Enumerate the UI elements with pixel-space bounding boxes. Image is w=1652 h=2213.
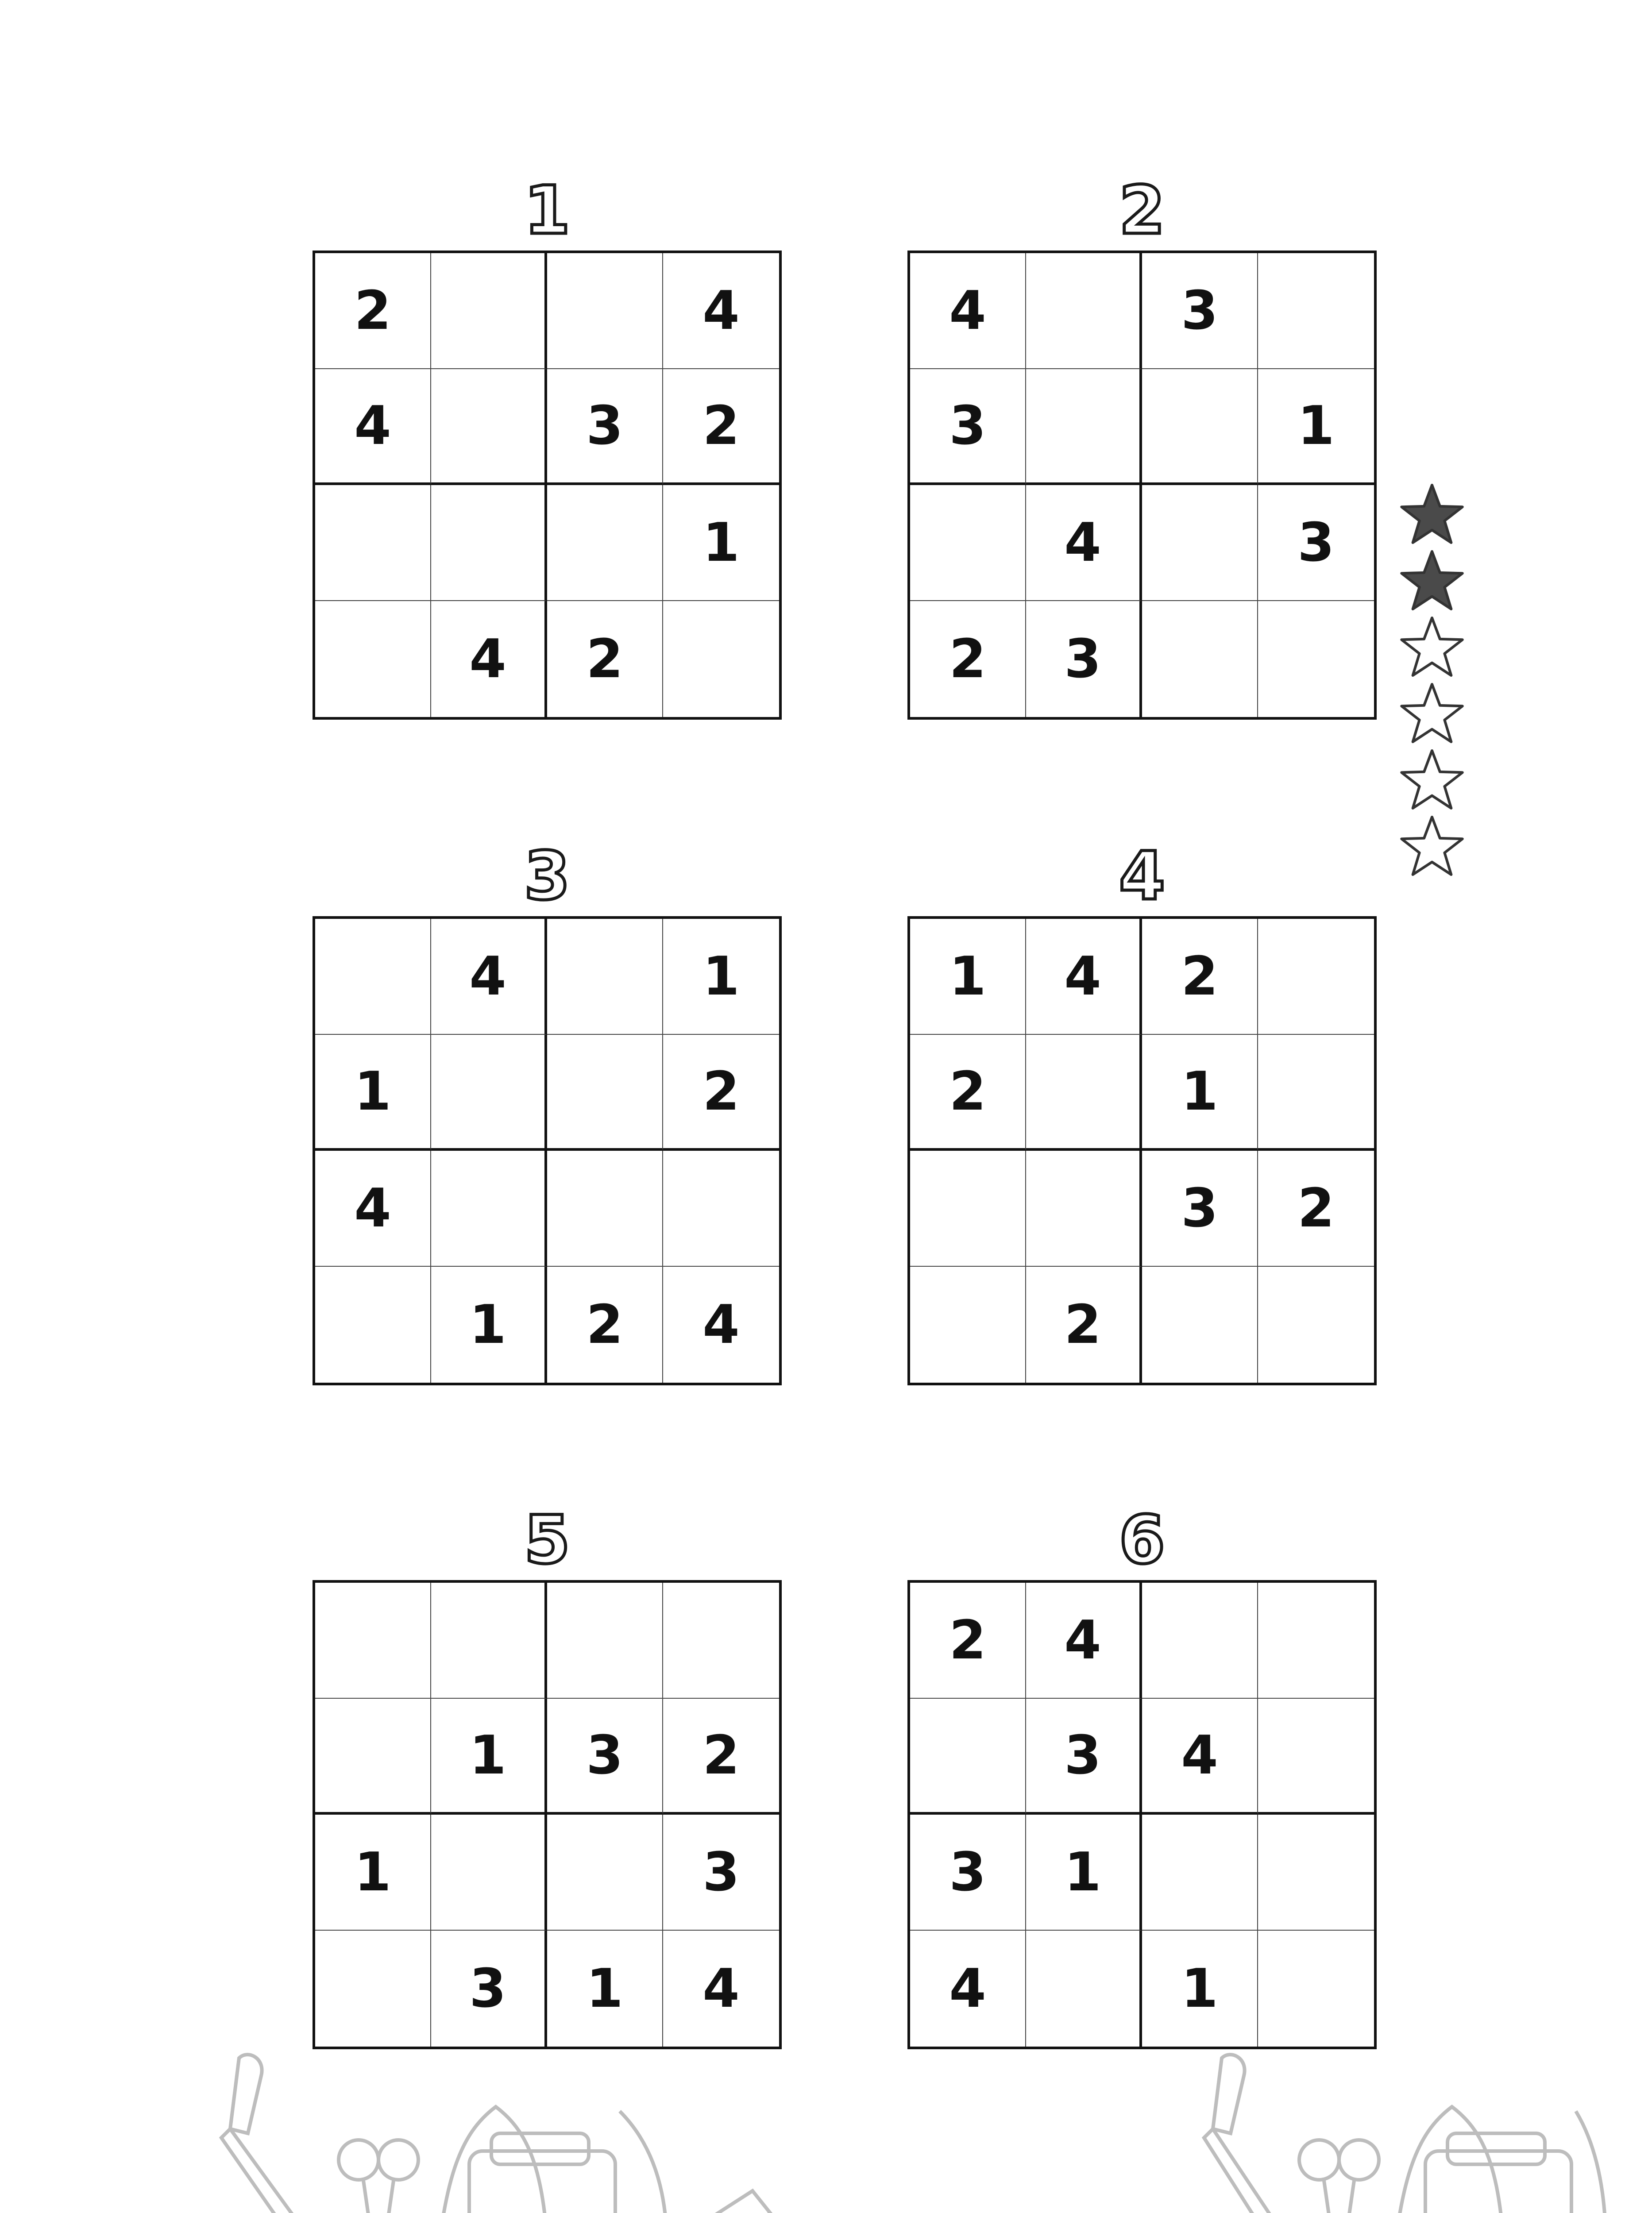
sudoku-cell: 3 <box>1142 1151 1258 1267</box>
sudoku-cell: 1 <box>315 1035 431 1151</box>
sudoku-cell: 3 <box>547 1699 663 1815</box>
sudoku-cell: 4 <box>910 1931 1026 2047</box>
sudoku-cell: 2 <box>1142 919 1258 1035</box>
puzzle-number: 5 <box>524 1502 571 1579</box>
sudoku-cell: 1 <box>547 1931 663 2047</box>
sudoku-cell: 4 <box>663 253 779 369</box>
sudoku-cell[interactable] <box>431 369 547 485</box>
sudoku-cell[interactable] <box>910 1267 1026 1383</box>
sudoku-cell[interactable] <box>1142 1815 1258 1931</box>
sudoku-cell: 2 <box>663 369 779 485</box>
sudoku-cell: 4 <box>431 919 547 1035</box>
sudoku-cell: 3 <box>547 369 663 485</box>
sudoku-cell: 4 <box>1026 919 1142 1035</box>
sudoku-cell: 2 <box>1258 1151 1374 1267</box>
sudoku-cell: 2 <box>547 1267 663 1383</box>
sudoku-cell[interactable] <box>431 485 547 601</box>
sudoku-cell[interactable] <box>431 1583 547 1699</box>
sudoku-cell: 3 <box>663 1815 779 1931</box>
sudoku-cell: 1 <box>1142 1931 1258 2047</box>
sudoku-cell[interactable] <box>547 485 663 601</box>
sudoku-cell[interactable] <box>547 1583 663 1699</box>
sudoku-cell: 3 <box>910 1815 1026 1931</box>
sudoku-cell[interactable] <box>910 1151 1026 1267</box>
sudoku-cell[interactable] <box>1142 1267 1258 1383</box>
sudoku-cell[interactable] <box>1258 1815 1374 1931</box>
sudoku-cell[interactable] <box>315 1931 431 2047</box>
sudoku-cell[interactable] <box>315 1267 431 1383</box>
sudoku-cell: 4 <box>1026 485 1142 601</box>
sudoku-cell: 2 <box>663 1699 779 1815</box>
star-icon <box>1399 682 1465 744</box>
sudoku-cell[interactable] <box>315 601 431 717</box>
sudoku-cell: 4 <box>431 601 547 717</box>
puzzle-number: 2 <box>1119 172 1166 249</box>
sudoku-cell: 4 <box>702 1958 740 2020</box>
sudoku-cell[interactable] <box>1026 1151 1142 1267</box>
sudoku-cell: 4 <box>315 1151 431 1267</box>
sudoku-cell: 1 <box>431 1699 547 1815</box>
sudoku-cell[interactable] <box>1258 1035 1374 1151</box>
sudoku-cell[interactable] <box>431 1035 547 1151</box>
sudoku-cell[interactable] <box>431 1815 547 1931</box>
sudoku-cell: 2 <box>1026 1267 1142 1383</box>
sudoku-cell[interactable] <box>315 485 431 601</box>
sudoku-cell[interactable] <box>663 601 779 717</box>
sudoku-cell: 1 <box>1142 1035 1258 1151</box>
sudoku-grid <box>907 1580 1377 2049</box>
sudoku-cell: 3 <box>1026 1699 1142 1815</box>
sudoku-cell[interactable] <box>431 253 547 369</box>
sudoku-grid <box>313 916 782 1385</box>
sudoku-cell: 1 <box>1258 369 1374 485</box>
sudoku-cell[interactable] <box>315 1583 431 1699</box>
sudoku-cell[interactable] <box>1258 1267 1374 1383</box>
sudoku-cell[interactable] <box>315 1699 431 1815</box>
sudoku-cell[interactable] <box>1258 1583 1374 1699</box>
puzzle-number: 3 <box>524 838 571 915</box>
sudoku-cell[interactable] <box>1258 601 1374 717</box>
sudoku-cell[interactable] <box>1258 919 1374 1035</box>
school-supplies-outline-icon <box>0 2045 1652 2213</box>
sudoku-grid <box>313 251 782 720</box>
sudoku-cell[interactable] <box>910 1699 1026 1815</box>
sudoku-cell: 3 <box>910 369 1026 485</box>
sudoku-cell[interactable] <box>1258 1699 1374 1815</box>
decoration-left <box>62 2055 1239 2213</box>
sudoku-cell: 4 <box>702 1294 740 1356</box>
sudoku-cell: 3 <box>431 1931 547 2047</box>
decoration-right <box>1151 2055 1606 2213</box>
sudoku-cell[interactable] <box>547 1815 663 1931</box>
star-icon <box>1399 615 1465 678</box>
sudoku-cell: 4 <box>910 253 1026 369</box>
sudoku-cell: 2 <box>910 1583 1026 1699</box>
sudoku-cell[interactable] <box>1026 1035 1142 1151</box>
sudoku-cell[interactable] <box>547 1035 663 1151</box>
star-icon <box>1399 482 1465 545</box>
sudoku-cell: 3 <box>1258 485 1374 601</box>
star-icon <box>1399 814 1465 877</box>
sudoku-cell[interactable] <box>1142 485 1258 601</box>
sudoku-cell[interactable] <box>663 1151 779 1267</box>
sudoku-cell[interactable] <box>1258 253 1374 369</box>
sudoku-grid <box>313 1580 782 2049</box>
star-icon <box>1399 549 1465 612</box>
sudoku-cell[interactable] <box>1142 601 1258 717</box>
sudoku-cell[interactable] <box>1026 369 1142 485</box>
sudoku-cell[interactable] <box>1026 253 1142 369</box>
sudoku-cell: 1 <box>315 1815 431 1931</box>
sudoku-cell[interactable] <box>1142 1583 1258 1699</box>
sudoku-cell: 1 <box>910 919 1026 1035</box>
sudoku-cell[interactable] <box>1258 1931 1374 2047</box>
sudoku-cell: 4 <box>315 369 431 485</box>
sudoku-cell: 4 <box>1026 1583 1142 1699</box>
sudoku-cell: 1 <box>663 485 779 601</box>
sudoku-cell: 1 <box>431 1267 547 1383</box>
sudoku-cell[interactable] <box>1026 1931 1142 2047</box>
star-icon <box>1399 748 1465 811</box>
sudoku-cell: 2 <box>547 601 663 717</box>
sudoku-cell: 3 <box>1142 253 1258 369</box>
sudoku-cell[interactable] <box>547 253 663 369</box>
sudoku-cell[interactable] <box>431 1151 547 1267</box>
sudoku-cell[interactable] <box>547 1151 663 1267</box>
sudoku-cell: 4 <box>1142 1699 1258 1815</box>
sudoku-cell: 2 <box>663 1035 779 1151</box>
sudoku-cell[interactable] <box>547 919 663 1035</box>
sudoku-cell[interactable] <box>1142 369 1258 485</box>
sudoku-cell: 2 <box>910 601 1026 717</box>
sudoku-cell[interactable] <box>910 485 1026 601</box>
sudoku-cell: 3 <box>1026 601 1142 717</box>
sudoku-cell[interactable] <box>315 919 431 1035</box>
sudoku-cell: 2 <box>315 253 431 369</box>
sudoku-cell: 2 <box>910 1035 1026 1151</box>
puzzle-number: 1 <box>524 172 571 249</box>
sudoku-cell: 1 <box>663 919 779 1035</box>
sudoku-grid <box>907 916 1377 1385</box>
difficulty-rating <box>1399 482 1470 881</box>
sudoku-cell: 1 <box>1026 1815 1142 1931</box>
sudoku-cell[interactable] <box>663 1583 779 1699</box>
sudoku-grid <box>907 251 1377 720</box>
puzzle-number: 4 <box>1119 838 1166 915</box>
puzzle-number: 6 <box>1119 1502 1166 1579</box>
